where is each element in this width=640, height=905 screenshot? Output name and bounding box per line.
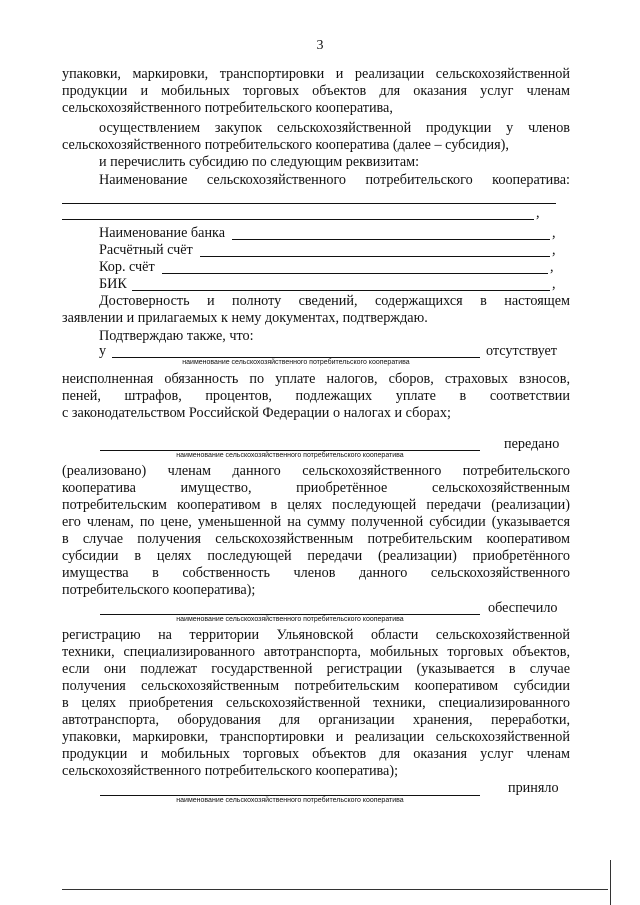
clause3-text-2: техники, специализированного автотранспорта, мобильных торговых объектов, — [62, 644, 570, 660]
bank-label: Наименование банка — [99, 225, 226, 241]
clause2-text-3: потребительским кооперативом в целях последующей передачи (реализации) — [62, 497, 570, 513]
clause1-coop-field[interactable] — [112, 357, 480, 358]
clause1-text-1: неисполненная обязанность по уплате налогов, сборов, страховых взносов, — [62, 371, 570, 387]
account-label: Расчётный счёт — [99, 242, 193, 258]
corr-comma: , — [550, 259, 554, 275]
purchase-line-2: сельскохозяйственного потребительского кооператива (далее – субсидия), — [62, 137, 509, 153]
confirm-also: Подтверждаю также, что: — [99, 328, 254, 344]
coop-name-field-2[interactable] — [62, 219, 534, 220]
page-right-edge — [610, 860, 611, 905]
clause1-text-3: с законодательством Российской Федерации о налогах и сборах; — [62, 405, 451, 421]
clause3-suffix: обеспечило — [488, 600, 558, 616]
clause2-text-4: его членам, по цене, уменьшенной на сумму полученной субсидии (указывается — [62, 514, 570, 530]
bik-label: БИК — [99, 276, 127, 292]
clause4-caption: наименование сельскохозяйственного потребительского кооператива — [176, 797, 404, 804]
bik-field[interactable] — [132, 290, 550, 291]
bik-row — [62, 276, 570, 293]
clause4-coop-field[interactable] — [100, 795, 480, 796]
clause3-text-8: продукции и мобильных торговых объектов для оказания услуг членам — [62, 746, 570, 762]
bank-row — [62, 225, 570, 242]
bank-field[interactable] — [232, 239, 550, 240]
clause3-text-3: если они подлежат государственной регистрации (указывается в случае — [62, 661, 570, 677]
bank-comma: , — [552, 225, 556, 241]
corr-label: Кор. счёт — [99, 259, 155, 275]
clause2-text-6: субсидии в целях последующей передачи (реализации) приобретённого — [62, 548, 570, 564]
clause2-suffix: передано — [504, 436, 560, 452]
account-row — [62, 242, 570, 259]
clause2-text-5: в случае получения сельскохозяйственным потребительским кооперативом — [62, 531, 570, 547]
corr-row — [62, 259, 570, 276]
clause2-text-1: (реализовано) членам данного сельскохозяйственного потребительского — [62, 463, 570, 479]
account-field[interactable] — [200, 256, 550, 257]
confirm-line-1: Достоверность и полноту сведений, содержащихся в настоящем — [99, 293, 570, 309]
clause2-coop-field[interactable] — [100, 450, 480, 451]
clause3-text-9: сельскохозяйственного потребительского кооператива); — [62, 763, 399, 779]
clause3-text-1: регистрацию на территории Ульяновской области сельскохозяйственной — [62, 627, 570, 643]
coop-name-field-1[interactable] — [62, 203, 556, 204]
clause1-suffix: отсутствует — [486, 343, 557, 359]
clause3-text-5: в целях приобретения сельскохозяйственной техники, специализированного — [62, 695, 570, 711]
clause2-caption: наименование сельскохозяйственного потребительского кооператива — [176, 452, 404, 459]
confirm-line-2: заявлении и прилагаемых к нему документах, подтверждаю. — [62, 310, 428, 326]
corr-field[interactable] — [162, 273, 548, 274]
clause4-suffix: приняло — [508, 780, 559, 796]
clause2-text-2: кооператива имущество, приобретённое сельскохозяйственным — [62, 480, 570, 496]
bik-comma: , — [552, 276, 556, 292]
purchase-line-1: осуществлением закупок сельскохозяйственной продукции у членов — [99, 120, 570, 136]
clause3-coop-field[interactable] — [100, 614, 480, 615]
clause1-caption: наименование сельскохозяйственного потребительского кооператива — [182, 359, 410, 366]
clause1-prefix: у — [99, 343, 107, 359]
coop-name-label: Наименование сельскохозяйственного потребительского кооператива: — [99, 172, 570, 188]
intro-line-3: сельскохозяйственного потребительского кооператива, — [62, 100, 393, 116]
clause1-text-2: пеней, штрафов, процентов, подлежащих уплате в соответствии — [62, 388, 570, 404]
transfer-line: и перечислить субсидию по следующим реквизитам: — [99, 154, 420, 170]
clause3-text-6: автотранспорта, оборудования для организации хранения, переработки, — [62, 712, 570, 728]
intro-line-2: продукции и мобильных торговых объектов для оказания услуг членам — [62, 83, 570, 99]
clause2-text-7: имущества в собственность членов данного сельскохозяйственного — [62, 565, 570, 581]
intro-line-1: упаковки, маркировки, транспортировки и реализации сельскохозяйственной — [62, 66, 570, 82]
account-comma: , — [552, 242, 556, 258]
page-number: 3 — [316, 38, 324, 53]
clause3-text-7: упаковки, маркировки, транспортировки и реализации сельскохозяйственной — [62, 729, 570, 745]
coop-name-comma: , — [536, 205, 540, 221]
clause3-text-4: получения сельскохозяйственным потребительским кооперативом субсидии — [62, 678, 570, 694]
clause2-text-8: потребительского кооператива); — [62, 582, 256, 598]
page-bottom-rule — [62, 889, 608, 890]
clause3-caption: наименование сельскохозяйственного потребительского кооператива — [176, 616, 404, 623]
